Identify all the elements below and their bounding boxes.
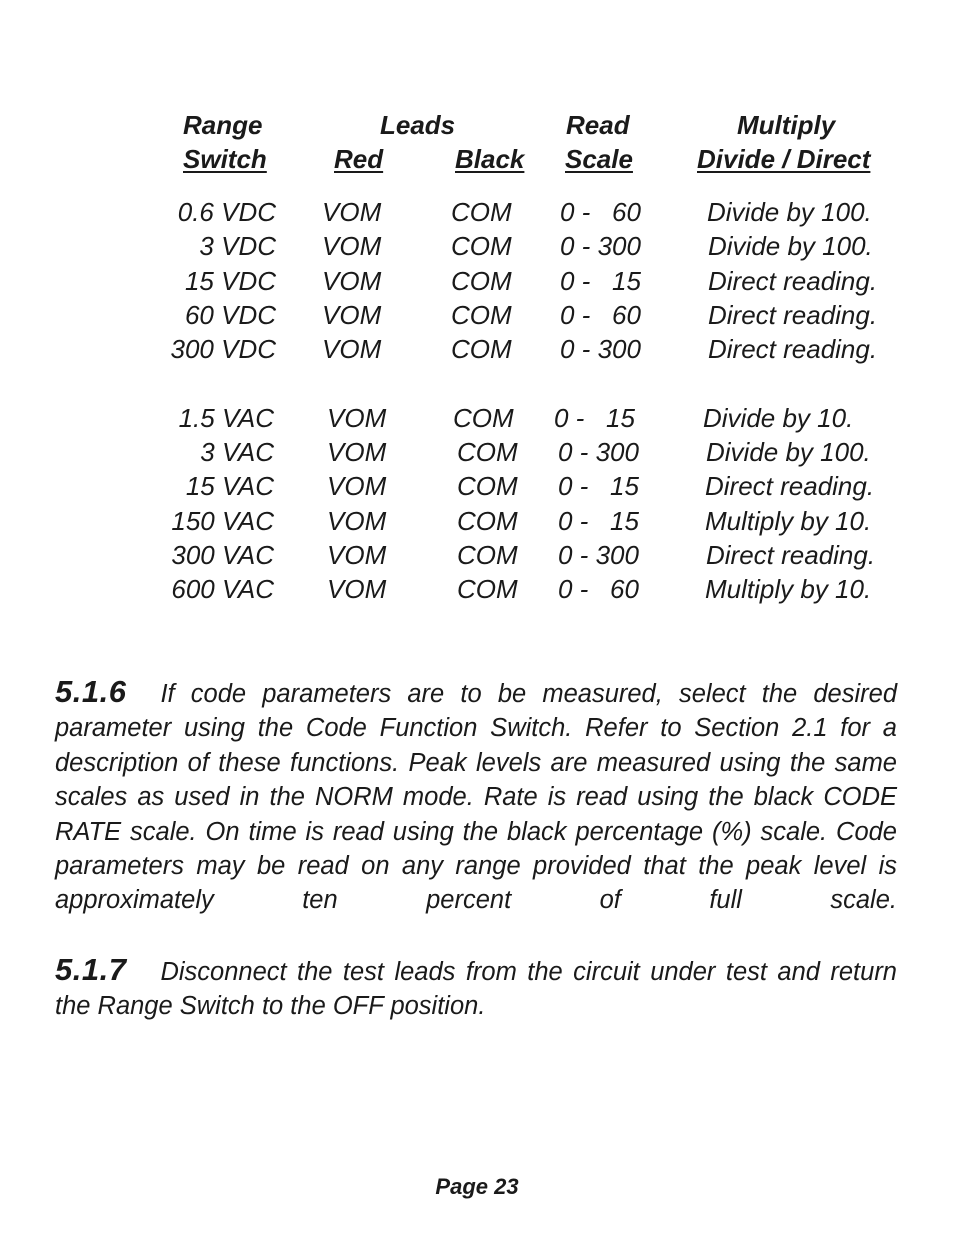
ac-scale: 0 - 15 <box>558 506 639 536</box>
header-leads: Leads <box>380 110 456 140</box>
ac-red-lead: VOM <box>327 540 387 570</box>
ac-black-lead: COM <box>457 574 518 604</box>
ac-red-lead: VOM <box>327 471 387 501</box>
dc-scale: 0 - 60 <box>560 197 641 227</box>
dc-scale: 0 - 60 <box>560 300 641 330</box>
section-5-1-7 <box>55 953 897 1024</box>
ac-black-lead: COM <box>457 506 518 536</box>
dc-black-lead: COM <box>451 334 512 364</box>
ac-factor: Multiply by 10. <box>705 574 872 604</box>
header-switch: Switch <box>183 144 267 174</box>
dc-red-lead: VOM <box>322 300 382 330</box>
ac-red-lead: VOM <box>327 403 387 433</box>
ac-range: 150 VAC <box>171 506 274 536</box>
ac-scale: 0 - 15 <box>554 403 635 433</box>
header-multiply: Multiply <box>737 110 836 140</box>
dc-black-lead: COM <box>451 266 512 296</box>
section-number: 5.1.6 <box>55 674 127 709</box>
header-read: Read <box>566 110 630 140</box>
dc-black-lead: COM <box>451 197 512 227</box>
section-5-1-6 <box>55 675 897 918</box>
ac-scale: 0 - 15 <box>558 471 639 501</box>
ac-factor: Direct reading. <box>706 540 876 570</box>
ac-range: 3 VAC <box>200 437 274 467</box>
dc-factor: Direct reading. <box>708 300 878 330</box>
dc-range: 0.6 VDC <box>177 197 276 227</box>
page-number: Page 23 <box>435 1174 519 1199</box>
dc-factor: Direct reading. <box>708 334 878 364</box>
ac-black-lead: COM <box>453 403 514 433</box>
section-text: If code parameters are to be measured, select the desired parameter using the Code Function Switch. Refer to Section 2.1 for a description of these functions. Peak levels are measured using the same scales as used in the NORM mode. Rate is read using the black CODE RATE scale. On time is read using the black percentage (%) scale. Code parameters may be read on any range provided that the peak level is approximately ten percent of full scale. <box>55 680 897 915</box>
dc-black-lead: COM <box>451 300 512 330</box>
ac-scale: 0 - 300 <box>558 437 639 467</box>
ac-range: 600 VAC <box>171 574 274 604</box>
ac-range: 1.5 VAC <box>178 403 274 433</box>
header-scale: Scale <box>565 144 633 174</box>
ac-range: 300 VAC <box>171 540 274 570</box>
ac-factor: Divide by 10. <box>703 403 854 433</box>
dc-scale: 0 - 300 <box>560 231 641 261</box>
ac-scale: 0 - 60 <box>558 574 639 604</box>
ac-factor: Divide by 100. <box>706 437 871 467</box>
dc-red-lead: VOM <box>322 334 382 364</box>
header-black: Black <box>455 144 525 174</box>
dc-range: 300 VDC <box>170 334 276 364</box>
dc-scale: 0 - 15 <box>560 266 641 296</box>
ac-range: 15 VAC <box>185 471 274 501</box>
ac-black-lead: COM <box>457 540 518 570</box>
dc-range: 3 VDC <box>199 231 276 261</box>
dc-red-lead: VOM <box>322 266 382 296</box>
ac-factor: Direct reading. <box>705 471 875 501</box>
ac-red-lead: VOM <box>327 574 387 604</box>
ac-black-lead: COM <box>457 471 518 501</box>
ac-scale: 0 - 300 <box>558 540 639 570</box>
dc-factor: Divide by 100. <box>707 197 872 227</box>
dc-scale: 0 - 300 <box>560 334 641 364</box>
header-divide-direct: Divide / Direct <box>697 144 871 174</box>
dc-range: 15 VDC <box>184 266 276 296</box>
dc-range: 60 VDC <box>184 300 276 330</box>
dc-red-lead: VOM <box>322 197 382 227</box>
ac-red-lead: VOM <box>327 506 387 536</box>
section-text: Disconnect the test leads from the circuit under test and return the Range Switch to the OFF position. <box>55 958 897 1021</box>
header-range: Range <box>183 110 263 140</box>
ac-black-lead: COM <box>457 437 518 467</box>
header-red: Red <box>334 144 384 174</box>
dc-red-lead: VOM <box>322 231 382 261</box>
dc-factor: Divide by 100. <box>708 231 873 261</box>
section-number: 5.1.7 <box>55 952 127 987</box>
dc-factor: Direct reading. <box>708 266 878 296</box>
dc-black-lead: COM <box>451 231 512 261</box>
ac-factor: Multiply by 10. <box>705 506 872 536</box>
ac-red-lead: VOM <box>327 437 387 467</box>
